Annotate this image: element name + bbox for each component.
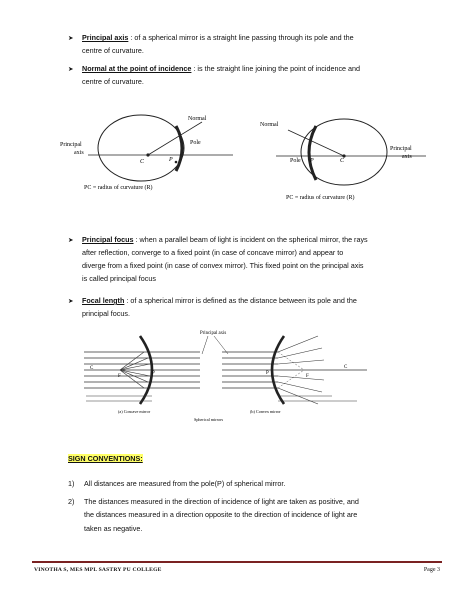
curvature-circle — [98, 115, 184, 181]
c-label: C — [140, 159, 145, 165]
principal-focus-term: Principal focus — [82, 235, 134, 244]
normal-label: Normal — [188, 116, 207, 122]
concave-caption: (a) Concave mirror — [118, 409, 151, 414]
principal-axis-term: Principal axis — [82, 33, 129, 42]
figure-caption: Spherical mirrors — [194, 417, 224, 422]
convex-f-label: F — [306, 374, 309, 379]
list-number: 1) — [68, 479, 75, 488]
concave-f-label: F — [118, 374, 121, 379]
principal-focus-text: : when a parallel beam of light is incident on the spherical mirror, the rays — [133, 235, 368, 244]
footer-divider — [32, 561, 442, 563]
normal-label: Normal — [260, 122, 279, 128]
principal-label: Principal — [390, 146, 412, 152]
concave-p-label: P — [152, 371, 155, 376]
normal-text: : is the straight line joining the point of incidence and — [191, 64, 361, 73]
principal-axis-definition — [68, 31, 420, 57]
principal-focus-definition — [68, 233, 420, 285]
c-label: C — [340, 158, 345, 164]
concave-c-label: C — [90, 366, 94, 371]
list-text-line2: the distances measured in a direction opposite to the direction of incidence of light are — [84, 510, 358, 519]
normal-line — [288, 130, 344, 156]
bullet-arrow-icon: ➤ — [68, 35, 74, 42]
convex-c-label: C — [344, 365, 348, 370]
pole-label: Pole — [190, 140, 201, 146]
bullet-arrow-icon: ➤ — [68, 66, 74, 73]
axis-label: axis — [402, 154, 412, 160]
list-text-line3: taken as negative. — [84, 523, 143, 533]
bullet-arrow-icon: ➤ — [68, 298, 74, 305]
radius-caption: PC = radius of curvature (R) — [84, 185, 153, 191]
axis-label: axis — [74, 150, 84, 156]
normal-definition — [68, 62, 420, 88]
sign-conventions-list — [68, 477, 420, 535]
pole-label: Pole — [290, 158, 301, 164]
footer-page-number: Page 3 — [423, 567, 440, 573]
principal-focus-text-line4: is called principal focus — [82, 274, 156, 283]
focal-length-definition — [68, 294, 420, 320]
list-item — [68, 495, 420, 536]
p-label: P — [310, 158, 314, 164]
footer-author: VINOTHA S, MES MPL SASTRY PU COLLEGE — [34, 567, 162, 573]
bullet-arrow-icon: ➤ — [68, 237, 74, 244]
focal-length-text: : of a spherical mirror is defined as the distance between its pole and the — [124, 296, 357, 305]
concave-mirror-radius-diagram — [58, 108, 238, 204]
spherical-mirrors-figure — [82, 322, 372, 422]
normal-term: Normal at the point of incidence — [82, 64, 192, 73]
focal-length-term: Focal length — [82, 296, 125, 305]
principal-focus-text-line2: after reflection, converge to a fixed point (in case of concave mirror) and appear to — [82, 248, 344, 257]
principal-focus-text-line3: diverge from a fixed point (in case of convex mirror). This fixed point on the principal axis — [82, 261, 364, 270]
principal-axis-text-line2: centre of curvature. — [82, 46, 144, 55]
list-number: 2) — [68, 496, 75, 506]
list-text: All distances are measured from the pole(P) of spherical mirror. — [84, 479, 286, 488]
principal-axis-text: : of a spherical mirror is a straight line passing through its pole and the — [128, 33, 354, 42]
focal-length-text-line2: principal focus. — [82, 309, 130, 318]
radius-caption: PC = radius of curvature (R) — [286, 195, 355, 201]
normal-text-line2: centre of curvature. — [82, 77, 144, 86]
principal-label: Principal — [60, 142, 82, 148]
sign-conventions-heading: SIGN CONVENTIONS: — [68, 454, 143, 463]
list-text: The distances measured in the direction of incidence of light are taken as positive, and — [84, 496, 359, 506]
convex-p-label: P — [266, 371, 269, 376]
convex-mirror-radius-diagram — [256, 112, 436, 208]
p-label: P — [169, 157, 173, 163]
convex-caption: (b) Convex mirror — [250, 409, 281, 414]
mirror-arc — [176, 126, 182, 171]
list-item — [68, 477, 420, 491]
principal-axis-label: Principal axis — [200, 331, 227, 336]
